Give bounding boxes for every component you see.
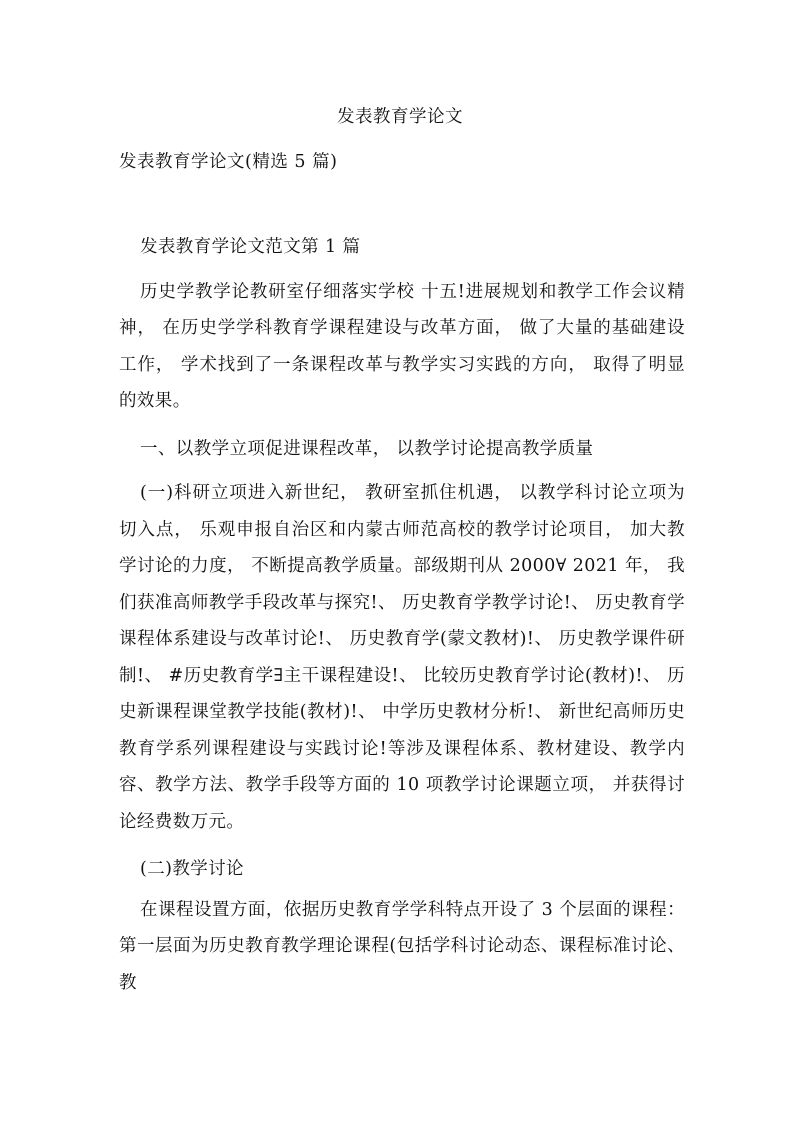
document-subtitle: 发表教育学论文(精选 5 篇) [119,152,338,172]
section-heading: 发表教育学论文范文第 1 篇 [140,237,361,257]
paragraph: 在课程设置方面，依据历史教育学学科特点开设了 3 个层面的课程：第一层面为历史教育教学理论课程(包括学科讨论动态、课程标准讨论、教 [119,899,685,993]
subsection-heading: (二)教学讨论 [140,859,244,879]
section-heading: 一、以教学立项促进课程改革， 以教学讨论提高教学质量 [140,438,594,459]
document-title: 发表教育学论文 [337,107,463,127]
document-body [119,229,685,1012]
paragraph: 历史学教学论教研室仔细落实学校 十五!进展规划和教学工作会议精神， 在历史学学科教育学课程建设与改革方面， 做了大量的基础建设工作， 学术找到了一条课程改革与教学实习实践的方向， 取得了明显的效果。 [119,281,685,411]
paragraph: (一)科研立项进入新世纪， 教研室抓住机遇， 以教学科讨论立项为切入点， 乐观申报自治区和内蒙古师范高校的教学讨论项目， 加大教学讨论的力度， 不断提高教学质量。部级期刊从 2000∀ 2021 年， 我们获准高师教学手段改革与探究!、 历史教育学教学讨论!、 历史教育学课程体系建设与改革讨论!、 历史教育学(蒙文教材)!、 历史教学课件研制!、 #历史教育学∃主干课程建设!、 比较历史教育学讨论(教材)!、 历史新课程课堂教学技能(教材)!、 中学历史教材分析!、 新世纪高师历史教育学系列课程建设与实践讨论!等涉及课程体系、教材建设、教学内容、教学方法、教学手段等方面的 10 项教学讨论课题立项， 并获得讨论经费数万元。 [119,483,685,832]
